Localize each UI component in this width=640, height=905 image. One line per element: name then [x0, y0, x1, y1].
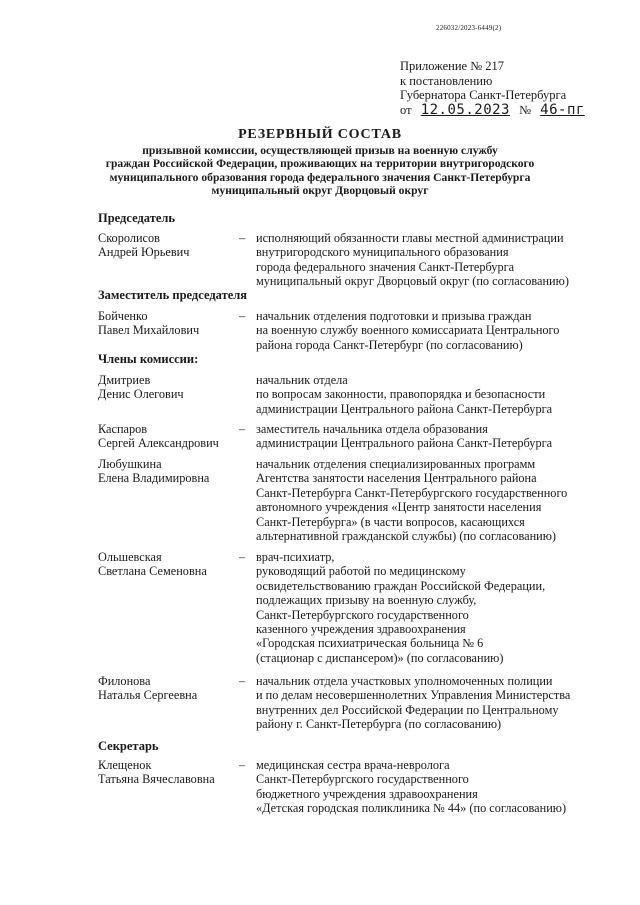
position-line: начальник отделения подготовки и призыва граждан: [256, 309, 532, 323]
position-line: исполняющий обязанности главы местной администрации: [256, 231, 564, 245]
position-line: внутригородского муниципального образования: [256, 245, 509, 260]
position-line: города федерального значения Санкт-Петербурга: [256, 259, 515, 274]
person-position: [256, 457, 567, 543]
person-position: [256, 373, 552, 416]
appendix-date-line: [400, 103, 591, 118]
position-line: заместитель начальника отдела образования: [256, 422, 488, 436]
position-line: Санкт-Петербурга Санкт-Петербургского государственного: [256, 485, 568, 500]
dash-separator: –: [239, 309, 246, 323]
person-position: [256, 422, 552, 451]
position-line: Санкт-Петербургского государственного: [256, 772, 469, 787]
appendix-line: Губернатора Санкт-Петербурга: [400, 88, 567, 103]
position-line: начальник отдела: [256, 373, 348, 387]
position-line: району г. Санкт-Петербурга (по согласованию): [256, 717, 502, 732]
person-name: [98, 550, 207, 579]
position-line: (стационар с диспансером)» (по согласованию): [256, 650, 504, 665]
position-line: муниципальный округ Дворцовый округ (по согласованию): [256, 274, 569, 289]
position-line: администрации Центрального района Санкт-Петербурга: [256, 436, 553, 451]
dash-separator: –: [239, 550, 246, 564]
position-line: автономного учреждения «Центр занятости населения: [256, 500, 542, 515]
position-line: по вопросам законности, правопорядка и безопасности: [256, 387, 546, 402]
person-position: [256, 309, 559, 352]
handwritten-number: 46-пг: [540, 101, 585, 118]
document-number: 226032/2023-6449(2): [436, 24, 502, 32]
section-chairman: Председатель: [98, 211, 176, 225]
person-given-name: Андрей Юрьевич: [98, 245, 190, 260]
section-deputy: Заместитель председателя: [98, 288, 248, 302]
person-surname: Любушкина: [98, 457, 162, 471]
position-line: подлежащих призыву на военную службу,: [256, 593, 477, 608]
position-line: бюджетного учреждения здравоохранения: [256, 786, 478, 801]
person-given-name: Денис Олегович: [98, 387, 184, 402]
position-line: на военную службу военного комиссариата Центрального: [256, 323, 560, 338]
person-name: [98, 457, 209, 486]
section-secretary: Секретарь: [98, 739, 159, 753]
position-line: внутренних дел Российской Федерации по Центральному: [256, 702, 559, 717]
position-line: начальник отделения специализированных программ: [256, 457, 536, 471]
subtitle-line: муниципального образования города федерального значения Санкт-Петербурга: [109, 170, 531, 184]
position-line: администрации Центрального района Санкт-Петербурга: [256, 401, 553, 416]
person-name: [98, 674, 197, 703]
person-given-name: Елена Владимировна: [98, 471, 210, 486]
dash-separator: –: [239, 422, 246, 436]
page-title: РЕЗЕРВНЫЙ СОСТАВ: [238, 127, 402, 142]
section-members: Члены комиссии:: [98, 352, 199, 366]
page-subtitle: [70, 144, 570, 197]
person-name: [98, 758, 215, 787]
dash-separator: –: [239, 758, 246, 772]
person-position: [256, 550, 545, 665]
number-prefix: №: [519, 102, 532, 117]
person-surname: Бойченко: [98, 309, 148, 323]
person-given-name: Сергей Александрович: [98, 436, 219, 451]
dash-separator: –: [239, 231, 246, 245]
position-line: руководящий работой по медицинскому: [256, 564, 466, 579]
person-given-name: Павел Михайлович: [98, 323, 200, 338]
person-position: [256, 231, 569, 289]
appendix-block: [400, 59, 591, 117]
person-surname: Скоролисов: [98, 231, 160, 245]
position-line: Санкт-Петербургского государственного: [256, 607, 469, 622]
dash-separator: –: [239, 674, 246, 688]
person-surname: Каспаров: [98, 422, 148, 436]
person-position: [256, 758, 566, 816]
position-line: альтернативной гражданской службы) (по согласованию): [256, 529, 557, 544]
person-given-name: Наталья Сергеевна: [98, 688, 198, 703]
person-surname: Ольшевская: [98, 550, 162, 564]
position-line: Санкт-Петербурга» (в части вопросов, касающихся: [256, 514, 525, 529]
position-line: Агентства занятости населения Центрального района: [256, 471, 537, 486]
position-line: и по делам несовершеннолетних Управления Министерства: [256, 688, 571, 703]
person-given-name: Светлана Семеновна: [98, 564, 207, 579]
person-given-name: Татьяна Вячеславовна: [98, 772, 215, 787]
handwritten-date: 12.05.2023: [420, 101, 510, 118]
position-line: казенного учреждения здравоохранения: [256, 622, 466, 637]
person-name: [98, 309, 199, 338]
person-name: [98, 373, 184, 402]
position-line: «Городская психиатрическая больница № 6: [256, 636, 484, 651]
position-line: начальник отдела участковых уполномоченных полиции: [256, 674, 553, 688]
position-line: медицинская сестра врача-невролога: [256, 758, 450, 772]
appendix-line: к постановлению: [400, 73, 493, 88]
date-prefix: от: [400, 102, 412, 117]
position-line: освидетельствованию граждан Российской Федерации,: [256, 578, 546, 593]
subtitle-line: муниципальный округ Дворцовый округ: [211, 183, 429, 197]
person-surname: Филонова: [98, 674, 151, 688]
position-line: района города Санкт-Петербург (по согласованию): [256, 337, 523, 352]
person-name: [98, 422, 219, 451]
subtitle-line: призывной комиссии, осуществляющей призыв на военную службу: [142, 144, 498, 157]
subtitle-line: граждан Российской Федерации, проживающих на территории внутригородского: [105, 157, 535, 171]
position-line: «Детская городская поликлиника № 44» (по согласованию): [256, 801, 567, 816]
appendix-line: Приложение № 217: [400, 59, 505, 73]
position-line: врач-психиатр,: [256, 550, 335, 564]
person-surname: Клещенок: [98, 758, 152, 772]
person-position: [256, 674, 570, 732]
person-name: [98, 231, 189, 260]
person-surname: Дмитриев: [98, 373, 151, 387]
